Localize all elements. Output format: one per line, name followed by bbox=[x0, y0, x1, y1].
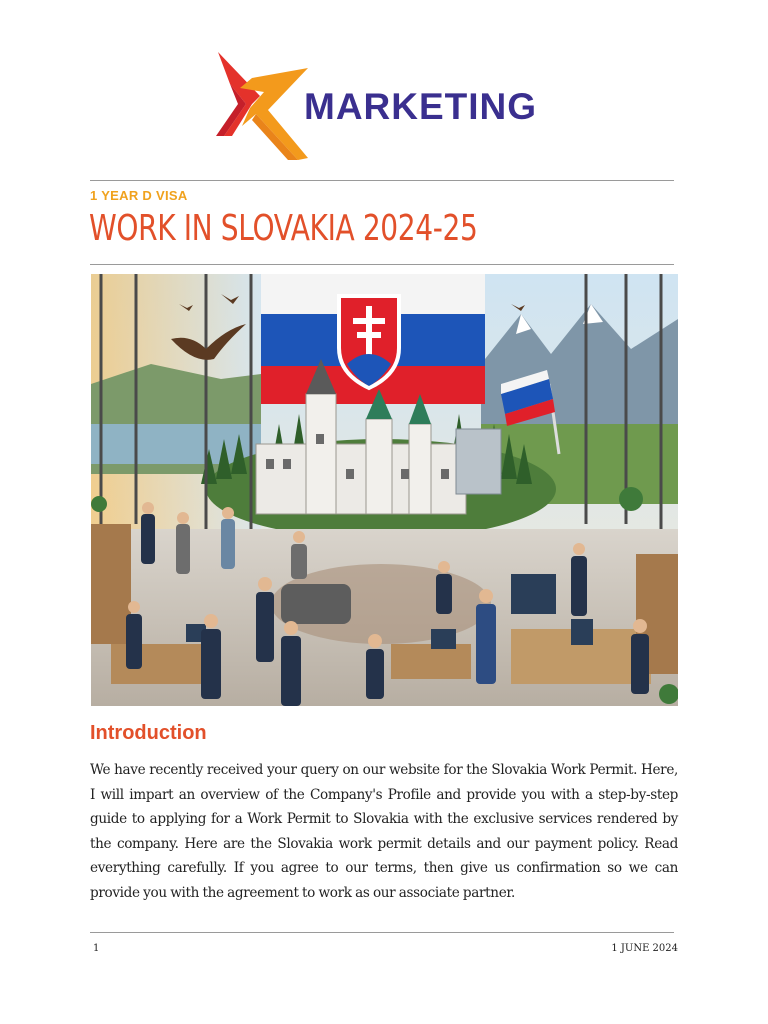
header-divider-top bbox=[90, 180, 674, 181]
introduction-paragraph: We have recently received your query on our website for the Slovakia Work Permit. Here, I will impart an overview of the Company's Profile and provide you with a step-by-step guide to applying for a Work Permit to Slovakia with the exclusive services rendered by the company. Here are the Slovakia work permit details and our payment policy. Read everything carefully. If you agree to our terms, then give us confirmation so we can provide you with the agreement to work as our associate partner. bbox=[90, 762, 678, 901]
visa-type-label: 1 YEAR D VISA bbox=[90, 188, 188, 203]
logo-wordmark: MARKETING bbox=[304, 86, 538, 127]
page-number: 1 bbox=[93, 943, 100, 954]
company-logo bbox=[212, 48, 562, 164]
header-divider-bottom bbox=[90, 264, 674, 265]
footer-date: 1 JUNE 2024 bbox=[611, 943, 678, 954]
page-title: WORK IN SLOVAKIA 2024-25 bbox=[89, 208, 478, 249]
slovak-flag-icon bbox=[261, 274, 485, 404]
hero-illustration bbox=[91, 274, 678, 706]
introduction-heading: Introduction bbox=[90, 722, 207, 744]
footer-divider bbox=[90, 932, 674, 933]
